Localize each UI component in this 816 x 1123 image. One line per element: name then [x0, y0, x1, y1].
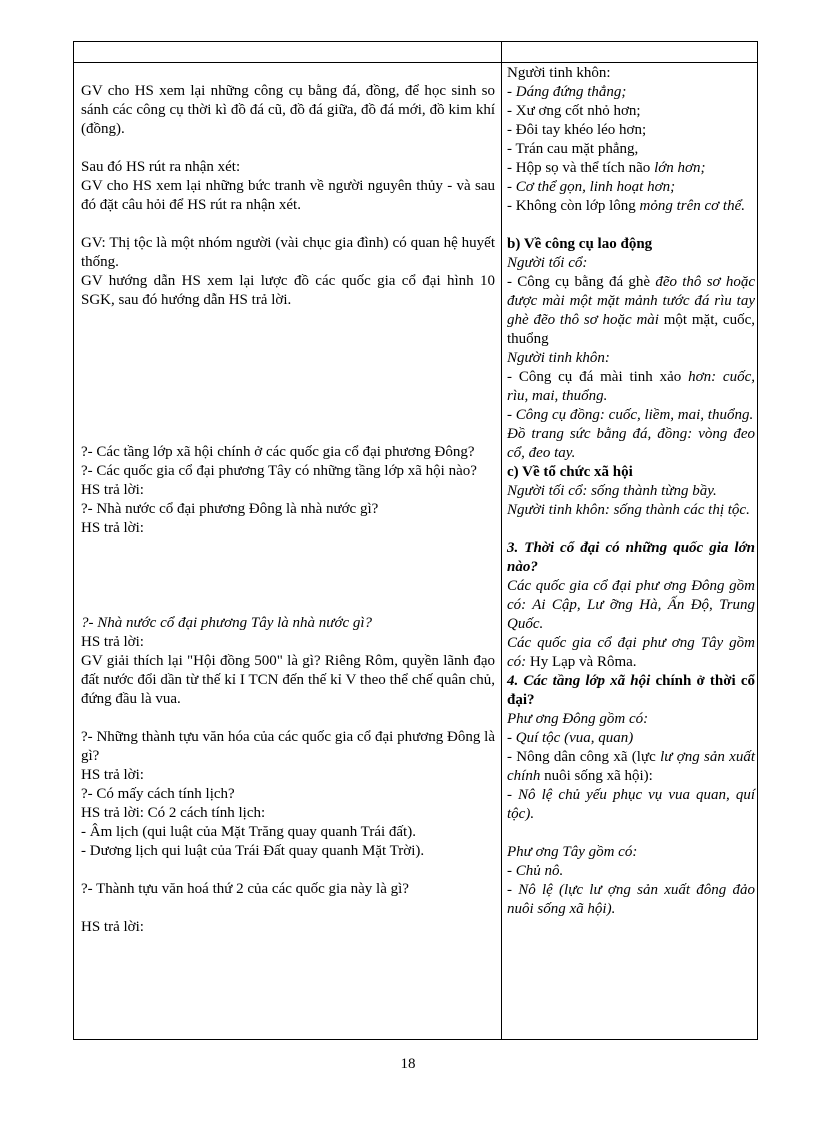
right-text: - Công cụ bằng đá ghè	[507, 274, 656, 290]
right-text: đẽo thô sơ hoặc được mài một mặt mảnh tước đá rìu tay ghè đẽo thô sơ hoặc mài	[507, 274, 755, 328]
page-number: 18	[400, 1056, 416, 1072]
left-paragraph: GV cho HS xem lại những bức tranh về người nguyên thủy - và sau đó đặt câu hỏi để HS rút ra nhận xét.	[81, 178, 495, 213]
right-line: Phư ơng Tây gồm có:	[507, 844, 638, 860]
right-line: Các quốc gia cổ đại phư ơng Đông gồm có: Ai Cập, Lư ỡng Hà, Ấn Độ, Trung Quốc.	[507, 578, 755, 632]
right-line: Đồ trang sức bằng đá, đồng: vòng đeo cổ, đeo tay.	[507, 426, 755, 461]
left-paragraph: GV giải thích lại "Hội đồng 500" là gì? Riêng Rôm, quyền lãnh đạo đất nước đổi dần từ thế kỉ I TCN đến thế kỉ V theo thể chế quân chủ, đứng đầu là vua.	[81, 653, 495, 707]
right-line: Người tinh khôn:	[507, 65, 611, 81]
left-answer: HS trả lời:	[81, 482, 144, 498]
right-line: - Dáng đứng thẳng;	[507, 84, 627, 100]
section-heading-b: b) Về công cụ lao động	[507, 236, 653, 252]
right-text: Hy Lạp và Rôma.	[529, 654, 637, 670]
right-text: lớn hơn;	[654, 160, 706, 176]
right-text: - Nông dân công xã (lực	[507, 749, 661, 765]
right-line	[507, 748, 755, 786]
section-heading-3: 3. Thời cổ đại có những quốc gia lớn nào?	[507, 540, 755, 575]
right-text: - Công cụ đá mài tinh xảo	[507, 369, 689, 385]
left-answer: HS trả lời:	[81, 634, 144, 650]
right-text: Công cụ đồng: cuốc, liềm, mai, thuổng.	[515, 407, 754, 423]
right-line	[507, 273, 755, 349]
right-line: Người tối cổ:	[507, 255, 588, 271]
teacher-activities-column	[81, 63, 495, 937]
right-line	[507, 406, 755, 425]
section-heading-4	[507, 672, 755, 710]
right-line: - Quí tộc (vua, quan)	[507, 730, 634, 746]
right-line: Người tối cổ: sống thành từng bầy.	[507, 483, 717, 499]
right-line	[507, 197, 755, 216]
right-line: - Chủ nô.	[507, 863, 564, 879]
right-line: Người tinh khôn:	[507, 350, 610, 366]
right-line	[507, 634, 755, 672]
right-line: - Đôi tay khéo léo hơn;	[507, 122, 647, 138]
right-text: lư ợng sản xuất chính	[507, 749, 755, 784]
left-question: ?- Các tầng lớp xã hội chính ở các quốc gia cổ đại phương Đông?	[81, 444, 475, 460]
lesson-table	[73, 41, 758, 1040]
left-question: ?- Có mấy cách tính lịch?	[81, 786, 235, 802]
left-list-item: - Âm lịch (qui luật của Mặt Trăng quay quanh Trái đất).	[81, 824, 416, 840]
student-content-column	[507, 64, 755, 919]
left-paragraph: GV cho HS xem lại những công cụ bằng đá, đồng, để học sinh so sánh các công cụ thời kì đồ đá cũ, đồ đá giữa, đồ đá mới, đồ kim khí (đồng).	[81, 83, 495, 137]
right-text: nuôi sống xã hội):	[540, 768, 653, 784]
right-line	[507, 159, 755, 178]
left-list-item: - Dương lịch qui luật của Trái Đất quay quanh Mặt Trời).	[81, 843, 425, 859]
right-text: mỏng trên cơ thể.	[639, 198, 745, 214]
right-line	[507, 368, 755, 406]
right-text: -	[507, 407, 516, 423]
left-paragraph: GV hướng dẫn HS xem lại lược đồ các quốc gia cổ đại hình 10 SGK, sau đó hướng dẫn HS trả lời.	[81, 273, 495, 308]
right-text: chính ở thời cổ đại?	[507, 673, 755, 708]
right-line: - Nô lệ (lực lư ợng sản xuất đông đảo nuôi sống xã hội).	[507, 882, 755, 917]
left-paragraph: Sau đó HS rút ra nhận xét:	[81, 159, 241, 175]
left-question: ?- Các quốc gia cổ đại phương Tây có những tầng lớp xã hội nào?	[81, 463, 477, 479]
left-paragraph: GV: Thị tộc là một nhóm người (vài chục gia đình) có quan hệ huyết thống.	[81, 235, 495, 270]
left-answer: HS trả lời: Có 2 cách tính lịch:	[81, 805, 266, 821]
column-divider	[501, 42, 502, 1039]
left-answer: HS trả lời:	[81, 767, 144, 783]
right-line: - Cơ thể gọn, linh hoạt hơn;	[507, 179, 676, 195]
section-heading-c: c) Về tổ chức xã hội	[507, 464, 633, 480]
right-line: - Trán cau mặt phẳng,	[507, 141, 639, 157]
right-text: - Không còn lớp lông	[507, 198, 640, 214]
right-line: - Nô lệ chủ yếu phục vụ vua quan, quí tộc).	[507, 787, 755, 822]
right-line: Người tinh khôn: sống thành các thị tộc.	[507, 502, 750, 518]
right-line: - Xư ơng cốt nhỏ hơn;	[507, 103, 641, 119]
right-text: hơn: cuốc, rìu, mai, thuổng.	[507, 369, 755, 404]
right-text: 4. Các tầng lớp xã hội	[507, 673, 651, 689]
left-answer: HS trả lời:	[81, 520, 144, 536]
table-header-row	[74, 42, 757, 63]
left-question: ?- Những thành tựu văn hóa của các quốc gia cổ đại phương Đông là gì?	[81, 729, 495, 764]
right-text: Các quốc gia cổ đại phư ơng Tây gồm có:	[507, 635, 755, 670]
right-text: một mặt, cuốc, thuổng	[507, 312, 755, 347]
left-question: ?- Nhà nước cổ đại phương Đông là nhà nước gì?	[81, 501, 379, 517]
right-text: - Hộp sọ và thể tích não	[507, 160, 655, 176]
right-line: Phư ơng Đông gồm có:	[507, 711, 649, 727]
left-question: ?- Nhà nước cổ đại phương Tây là nhà nước gì?	[81, 615, 373, 631]
left-question: ?- Thành tựu văn hoá thứ 2 của các quốc gia này là gì?	[81, 881, 409, 897]
left-answer: HS trả lời:	[81, 919, 144, 935]
